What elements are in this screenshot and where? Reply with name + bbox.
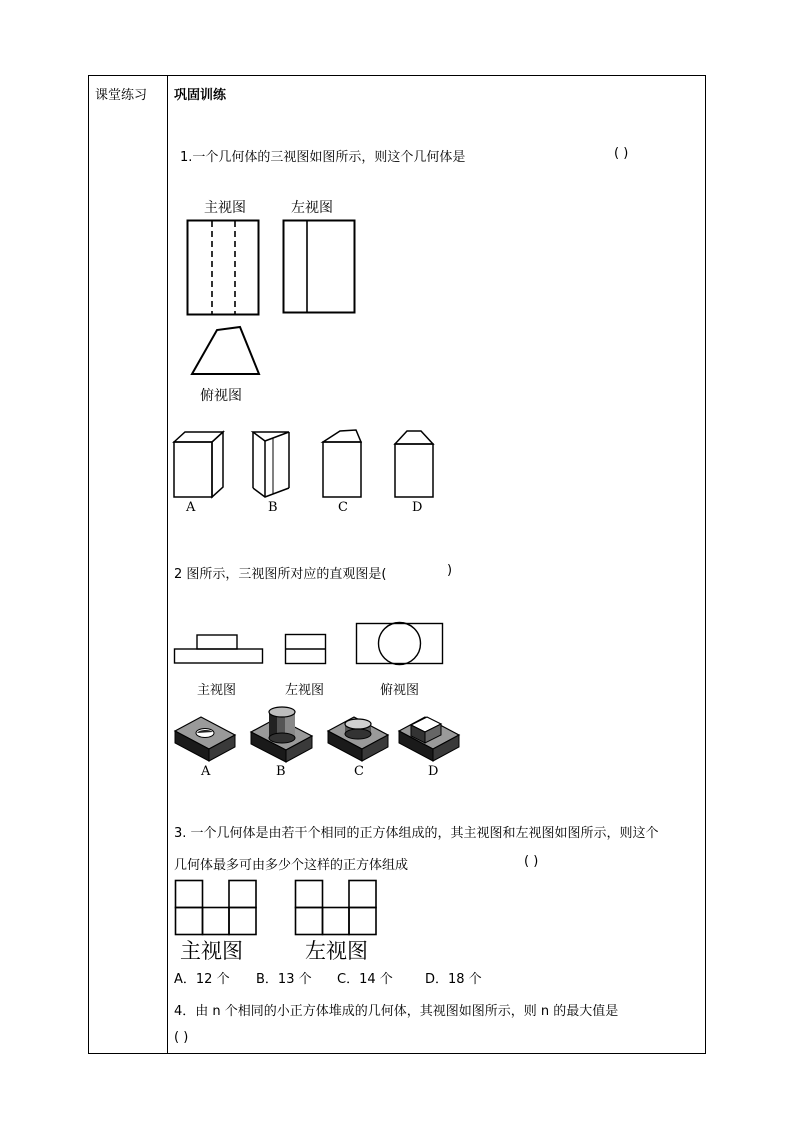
q2-option-a-label: A <box>201 764 211 779</box>
q1-left-view <box>282 219 357 317</box>
q1-top-view-label: 俯视图 <box>200 388 242 404</box>
q2-blank: ) <box>447 563 453 578</box>
table-divider <box>167 75 168 1054</box>
q1-left-view-label: 左视图 <box>291 200 333 216</box>
q4-text: 4．由 n 个相同的小正方体堆成的几何体，其视图如图所示，则 n 的最大值是 <box>174 1004 619 1019</box>
left-cell-label: 课堂练习 <box>95 88 148 103</box>
q2-text: 2 图所示，三视图所对应的直观图是( <box>174 567 387 582</box>
q3-blank: ( ) <box>524 854 539 869</box>
q1-option-a-solid <box>172 430 226 500</box>
q3-choice-b: B．13 个 <box>256 972 312 987</box>
q2-left-view-label: 左视图 <box>285 683 325 698</box>
q1-front-view-label: 主视图 <box>204 200 246 216</box>
q3-left-view-label: 左视图 <box>305 939 368 963</box>
q2-option-c-solid <box>326 713 390 763</box>
q4-blank: ( ) <box>174 1030 189 1045</box>
q3-choice-c: C．14 个 <box>337 972 393 987</box>
q1-option-b-label: B <box>268 500 278 515</box>
q1-option-b-solid <box>251 430 293 500</box>
q1-blank: ( ) <box>614 146 629 161</box>
q2-option-a-solid <box>173 713 237 763</box>
q2-option-d-label: D <box>428 764 439 779</box>
q1-option-c-label: C <box>338 500 348 515</box>
q1-option-d-label: D <box>412 500 423 515</box>
q1-option-a-label: A <box>186 500 196 515</box>
q1-option-c-solid <box>321 428 365 500</box>
section-title: 巩固训练 <box>174 88 227 103</box>
q2-top-view <box>355 622 445 666</box>
q2-front-view <box>173 633 264 665</box>
q1-top-view <box>190 325 262 377</box>
q3-front-view <box>174 879 258 937</box>
q2-option-b-label: B <box>276 764 286 779</box>
q2-top-view-label: 俯视图 <box>380 683 420 698</box>
q1-front-view <box>186 219 261 317</box>
q3-choice-a: A．12 个 <box>174 972 230 987</box>
q3-front-view-label: 主视图 <box>180 939 243 963</box>
q2-option-b-solid <box>249 706 315 764</box>
q1-option-d-solid <box>393 428 437 500</box>
q1-text: 1.一个几何体的三视图如图所示，则这个几何体是 <box>180 150 466 165</box>
q3-text-line1: 3. 一个几何体是由若干个相同的正方体组成的，其主视图和左视图如图所示，则这个 <box>174 826 659 841</box>
q3-text-line2: 几何体最多可由多少个这样的正方体组成 <box>174 858 409 873</box>
q3-left-view <box>294 879 378 937</box>
q2-left-view <box>284 633 328 665</box>
q2-option-d-solid <box>397 713 461 763</box>
q2-front-view-label: 主视图 <box>197 683 237 698</box>
q2-option-c-label: C <box>354 764 364 779</box>
q3-choice-d: D．18 个 <box>425 972 482 987</box>
